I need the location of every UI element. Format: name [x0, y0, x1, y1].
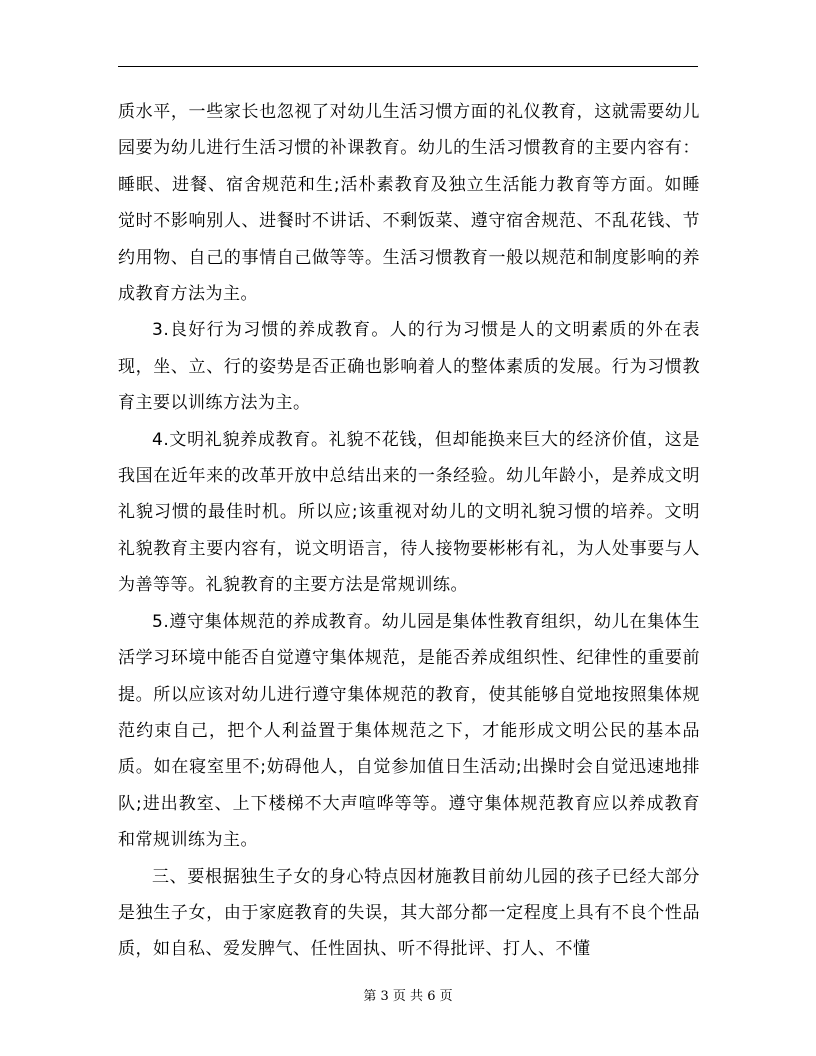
page-number-footer: 第 3 页 共 6 页	[363, 989, 453, 1004]
paragraph: 质水平，一些家长也忽视了对幼儿生活习惯方面的礼仪教育，这就需要幼儿园要为幼儿进行生活习惯的补课教育。幼儿的生活习惯教育的主要内容有：睡眠、进餐、宿舍规范和生;活朴素教育及独立生活能力教育等方面。如睡觉时不影响别人、进餐时不讲话、不剩饭菜、遵守宿舍规范、不乱花钱、节约用物、自己的事情自己做等等。生活习惯教育一般以规范和制度影响的养成教育方法为主。	[118, 102, 700, 305]
header-rule	[118, 66, 698, 67]
document-body	[118, 94, 700, 968]
paragraph: 4.文明礼貌养成教育。礼貌不花钱，但却能换来巨大的经济价值，这是我国在近年来的改革开放中总结出来的一条经验。幼儿年龄小，是养成文明礼貌习惯的最佳时机。所以应;该重视对幼儿的文明礼貌习惯的培养。文明礼貌教育主要内容有，说文明语言，待人接物要彬彬有礼，为人处事要与人为善等等。礼貌教育的主要方法是常规训练。	[118, 429, 700, 596]
paragraph: 3.良好行为习惯的养成教育。人的行为习惯是人的文明素质的外在表现，坐、立、行的姿势是否正确也影响着人的整体素质的发展。行为习惯教育主要以训练方法为主。	[118, 320, 700, 414]
paragraph: 三、要根据独生子女的身心特点因材施教目前幼儿园的孩子已经大部分是独生子女，由于家庭教育的失误，其大部分都一定程度上具有不良个性品质，如自私、爱发脾气、任性固执、听不得批评、打人、不懂	[118, 866, 700, 960]
paragraph: 5.遵守集体规范的养成教育。幼儿园是集体性教育组织，幼儿在集体生活学习环境中能否自觉遵守集体规范，是能否养成组织性、纪律性的重要前提。所以应该对幼儿进行遵守集体规范的教育，使其能够自觉地按照集体规范约束自己，把个人利益置于集体规范之下，才能形成文明公民的基本品质。如在寝室里不;妨碍他人，自觉参加值日生活动;出操时会自觉迅速地排队;进出教室、上下楼梯不大声喧哗等等。遵守集体规范教育应以养成教育和常规训练为主。	[118, 611, 700, 851]
